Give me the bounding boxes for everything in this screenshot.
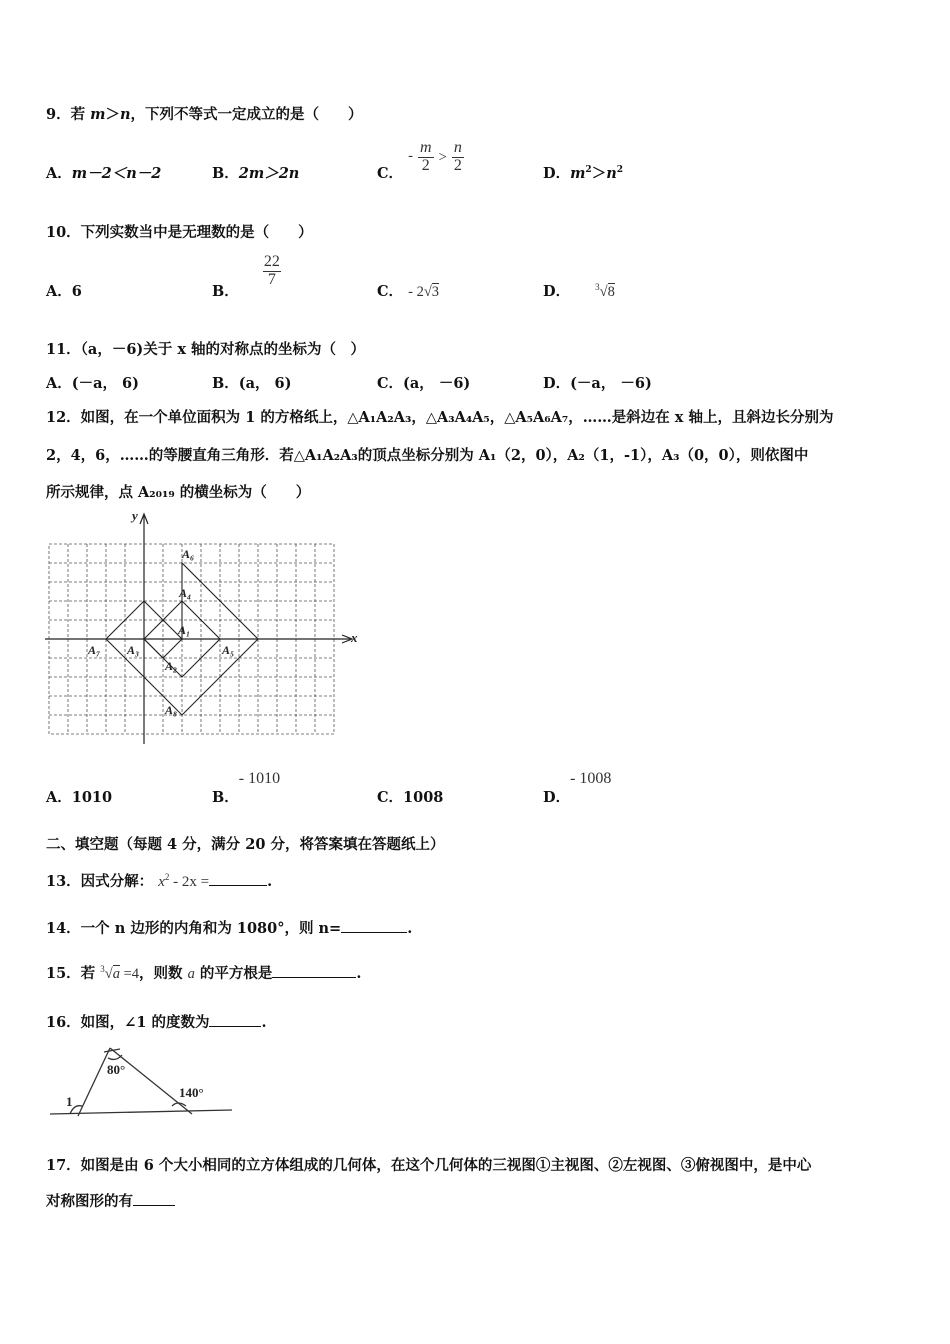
label-a7: A₇ (88, 643, 101, 657)
q10-option-a: A．6 (46, 283, 82, 300)
q9-stem: 9．若 m＞n，下列不等式一定成立的是（ ） (46, 106, 363, 123)
q17-line-2: 对称图形的有 (46, 1190, 175, 1211)
axis-x-label: x (351, 630, 358, 645)
q10-option-b: B． $\frac{22}{7}$ (212, 253, 280, 300)
q12-option-b: B．- 1010 (212, 770, 281, 806)
q11-option-c: C．(a， －6) (377, 375, 471, 392)
label-a6: A₆ (182, 547, 195, 561)
label-a4: A₄ (179, 586, 192, 600)
label-a8: A₈ (165, 703, 178, 717)
q9-option-c: C． - $\frac{m}{2}$ > $\frac{n}{2}$ (377, 139, 462, 182)
angle-140-label: 140° (179, 1085, 204, 1100)
angle-80-label: 80° (107, 1062, 126, 1077)
q12-figure (40, 508, 370, 748)
q9-option-a: A．m－2＜n－2 (46, 165, 162, 182)
q12-line-2: 2，4，6，……的等腰直角三角形．若△A₁A₂A₃的顶点坐标分别为 A₁（2，0），A₂（1，-1），A₃（0，0），则依图中 (46, 447, 809, 464)
q10-option-d: D． $^3$√8 (543, 282, 615, 300)
q9-option-d: D．$m^2>n^2$ (543, 165, 623, 182)
label-a1: A₁ (178, 623, 191, 637)
q9-option-b: B．2m＞2n (212, 165, 300, 182)
q12-option-c: C．1008 (377, 789, 444, 806)
q12-line-3: 所示规律，点 A₂₀₁₉ 的横坐标为（ ） (46, 484, 311, 501)
q15: 15．若 $^3$√a =4，则数 a 的平方根是 . (46, 964, 362, 982)
section-2-title: 二、填空题（每题 4 分，满分 20 分，将答案填在答题纸上） (46, 836, 445, 853)
q11-option-a: A．(－a， 6) (46, 375, 140, 392)
q13: 13．因式分解： $x^2 - 2x$ = . (46, 872, 273, 890)
q12-option-d: D．- 1008 (543, 770, 612, 806)
q14: 14．一个 n 边形的内角和为 1080°，则 n= . (46, 920, 413, 937)
q10-option-c: C． - 2√3 (377, 283, 440, 300)
q12-option-a: A．1010 (46, 789, 113, 806)
q16-figure (46, 1044, 236, 1120)
q11-stem: 11．（a，－6)关于 x 轴的对称点的坐标为（ ） (46, 341, 366, 358)
q10-stem: 10．下列实数当中是无理数的是（ ） (46, 224, 313, 241)
q12-line-1: 12．如图，在一个单位面积为 1 的方格纸上，△A₁A₂A₃，△A₃A₄A₅，△A₅A₆A₇，……是斜边在 x 轴上，且斜边长分别为 (46, 409, 834, 426)
angle-1-label: 1 (66, 1094, 73, 1109)
label-a3: A₃ (127, 643, 140, 657)
q16: 16．如图，∠1 的度数为 . (46, 1014, 267, 1031)
label-a5: A₅ (222, 643, 235, 657)
label-a2: A₂ (165, 659, 178, 673)
q17-line-1: 17．如图是由 6 个大小相同的立方体组成的几何体，在这个几何体的三视图①主视图、②左视图、③俯视图中，是中心 (46, 1157, 812, 1174)
q11-option-b: B．(a， 6) (212, 375, 292, 392)
q11-option-d: D．(－a， －6) (543, 375, 652, 392)
axis-y-label: y (132, 508, 138, 523)
